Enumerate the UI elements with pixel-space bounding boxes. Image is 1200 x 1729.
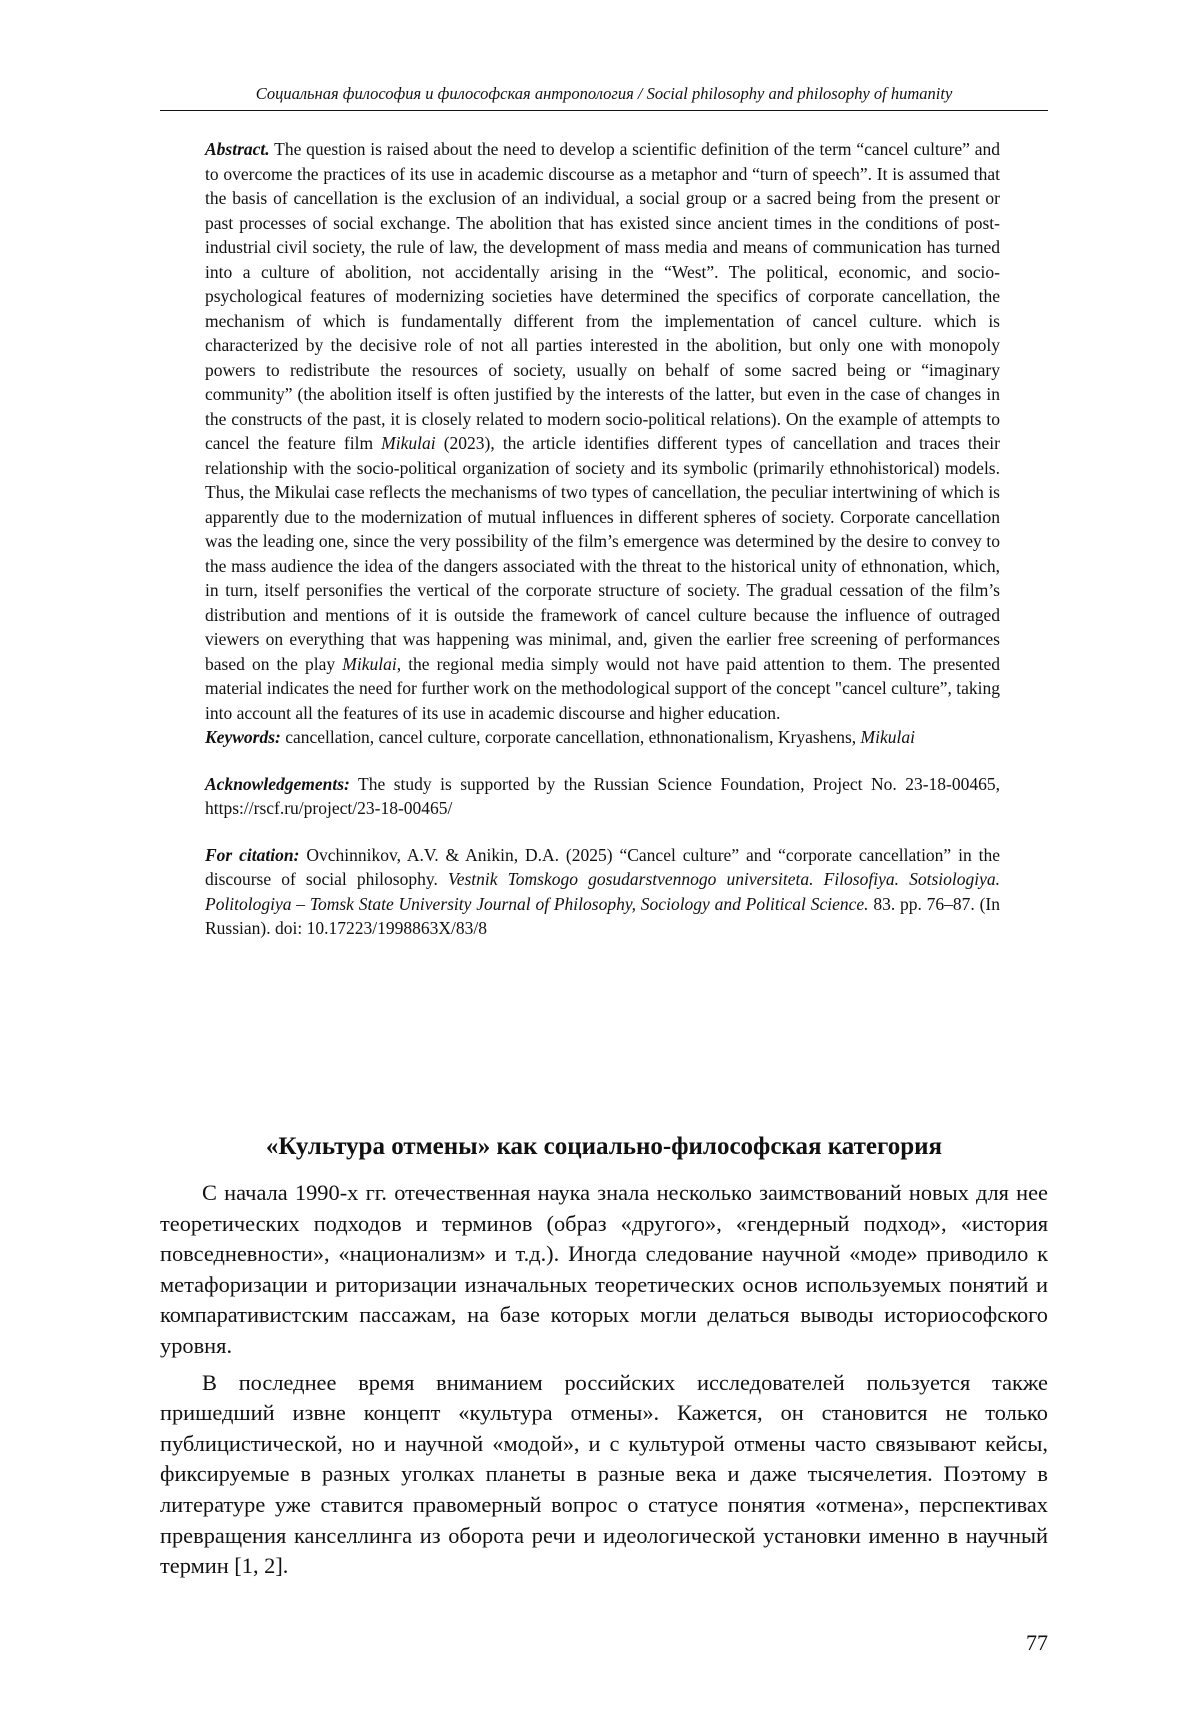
keywords-label: Keywords: <box>205 727 281 747</box>
abstract-text-part-3: , the regional media simply would not have paid attention to them. The presented material indicates the need for further work on the methodological support of the concept "cancel culture”, taking into account all the features of its use in academic discourse and higher education. <box>205 653 1000 723</box>
keywords-text: cancellation, cancel culture, corporate cancellation, ethnonationalism, Kryashens, <box>280 727 861 747</box>
abstract-paragraph <box>205 137 1000 725</box>
acknowledgements-text: The study is supported by the Russian Science Foundation, Project No. 23-18-00465, https://rscf.ru/project/23-18-00465/ <box>205 773 1000 818</box>
citation-journal: Vestnik Tomskogo gosudarstvennogo universiteta. Filosofiya. Sotsiologiya. Politologiya – Tomsk State University Journal of Philosophy, Sociology and Political Science. <box>205 869 1001 914</box>
play-title: Mikulai <box>342 653 397 674</box>
body-paragraph-1: С начала 1990-х гг. отечественная наука знала несколько заимствований новых для нее теоретических подходов и терминов (образ «другого», «гендерный подход», «история повседневности», «национализм» и т.д.). Иногда следование научной «моде» приводило к метафоризации и риторизации изначальных теоретических основ используемых понятий и компаративистским пассажам, на базе которых могли делаться выводы историософского уровня. <box>160 1180 1048 1358</box>
running-header: Социальная философия и философская антропология / Social philosophy and philosophy of humanity <box>255 84 953 103</box>
citation-paragraph <box>205 843 1000 941</box>
abstract-text-part-1: The question is raised about the need to develop a scientific definition of the term “cancel culture” and to overcome the practices of its use in academic discourse as a metaphor and “turn of speech”. It is assumed that the basis of cancellation is the exclusion of an individual, a social group or a sacred being from the present or past processes of social exchange. The abolition that has existed since ancient times in the conditions of post-industrial civil society, the rule of law, the development of mass media and means of communication has turned into a culture of abolition, not accidentally arising in the “West”. The political, economic, and socio-psychological features of modernizing societies have determined the specifics of corporate cancellation, the mechanism of which is fundamentally different from the implementation of cancel culture. which is characterized by the decisive role of not all parties interested in the abolition, but only one with monopoly powers to redistribute the resources of society, usually on behalf of some sacred being or “imaginary community” (the abolition itself is often justified by the interests of the latter, but even in the case of changes in the constructs of the past, it is closely related to modern socio-political relations). On the example of attempts to cancel the feature film <box>205 139 1000 453</box>
keywords-paragraph <box>205 725 1000 750</box>
film-title: Mikulai <box>381 433 436 453</box>
body-paragraph-2: В последнее время вниманием российских исследователей пользуется также пришедший извне концепт «культура отмены». Кажется, он становится не только публицистической, но и научной «модой», и с культурой отмены часто связывают кейсы, фиксируемые в разных уголках планеты в разные века и даже тысячелетия. Поэтому в литературе уже ставится правомерный вопрос о статусе понятия «отмена», перспективах превращения канселлинга из оборота речи и идеологической установки именно в научный термин [1, 2]. <box>160 1369 1048 1579</box>
abstract-block <box>205 137 1000 941</box>
acknowledgements-label: Acknowledgements: <box>205 773 350 794</box>
page-number: 77 <box>1026 1630 1048 1655</box>
section-title: «Культура отмены» как социально-философская категория <box>265 1133 943 1160</box>
body-text <box>160 1178 1048 1582</box>
citation-label: For citation: <box>205 844 300 865</box>
abstract-label: Abstract. <box>205 139 270 159</box>
citation-text-part-1: Ovchinnikov, A.V. & Anikin, D.A. (2025) “Cancel culture” and “corporate cancellation” in the discourse of social philosophy. <box>205 844 1001 889</box>
acknowledgements-paragraph <box>205 772 1000 821</box>
header-rule <box>160 110 1048 111</box>
keywords-last-item: Mikulai <box>860 727 915 747</box>
citation-text-part-2: 83. pp. 76–87. (In Russian). doi: 10.17223/1998863X/83/8 <box>205 893 1000 938</box>
abstract-text-part-2: (2023), the article identifies different types of cancellation and traces their relationship with the socio-political organization of society and its symbolic (primarily ethnohistorical) models. Thus, the Mikulai case reflects the mechanisms of two types of cancellation, the peculiar intertwining of which is apparently due to the modernization of mutual influences in different spheres of society. Corporate cancellation was the leading one, since the very possibility of the film’s emergence was determined by the desire to convey to the mass audience the idea of the dangers associated with the threat to the historical unity of ethnonation, which, in turn, itself personifies the vertical of the corporate structure of society. The gradual cessation of the film’s distribution and mentions of it is outside the framework of cancel culture because the influence of outraged viewers on everything that was happening was minimal, and, given the earlier free screening of performances based on the play <box>205 433 1000 674</box>
